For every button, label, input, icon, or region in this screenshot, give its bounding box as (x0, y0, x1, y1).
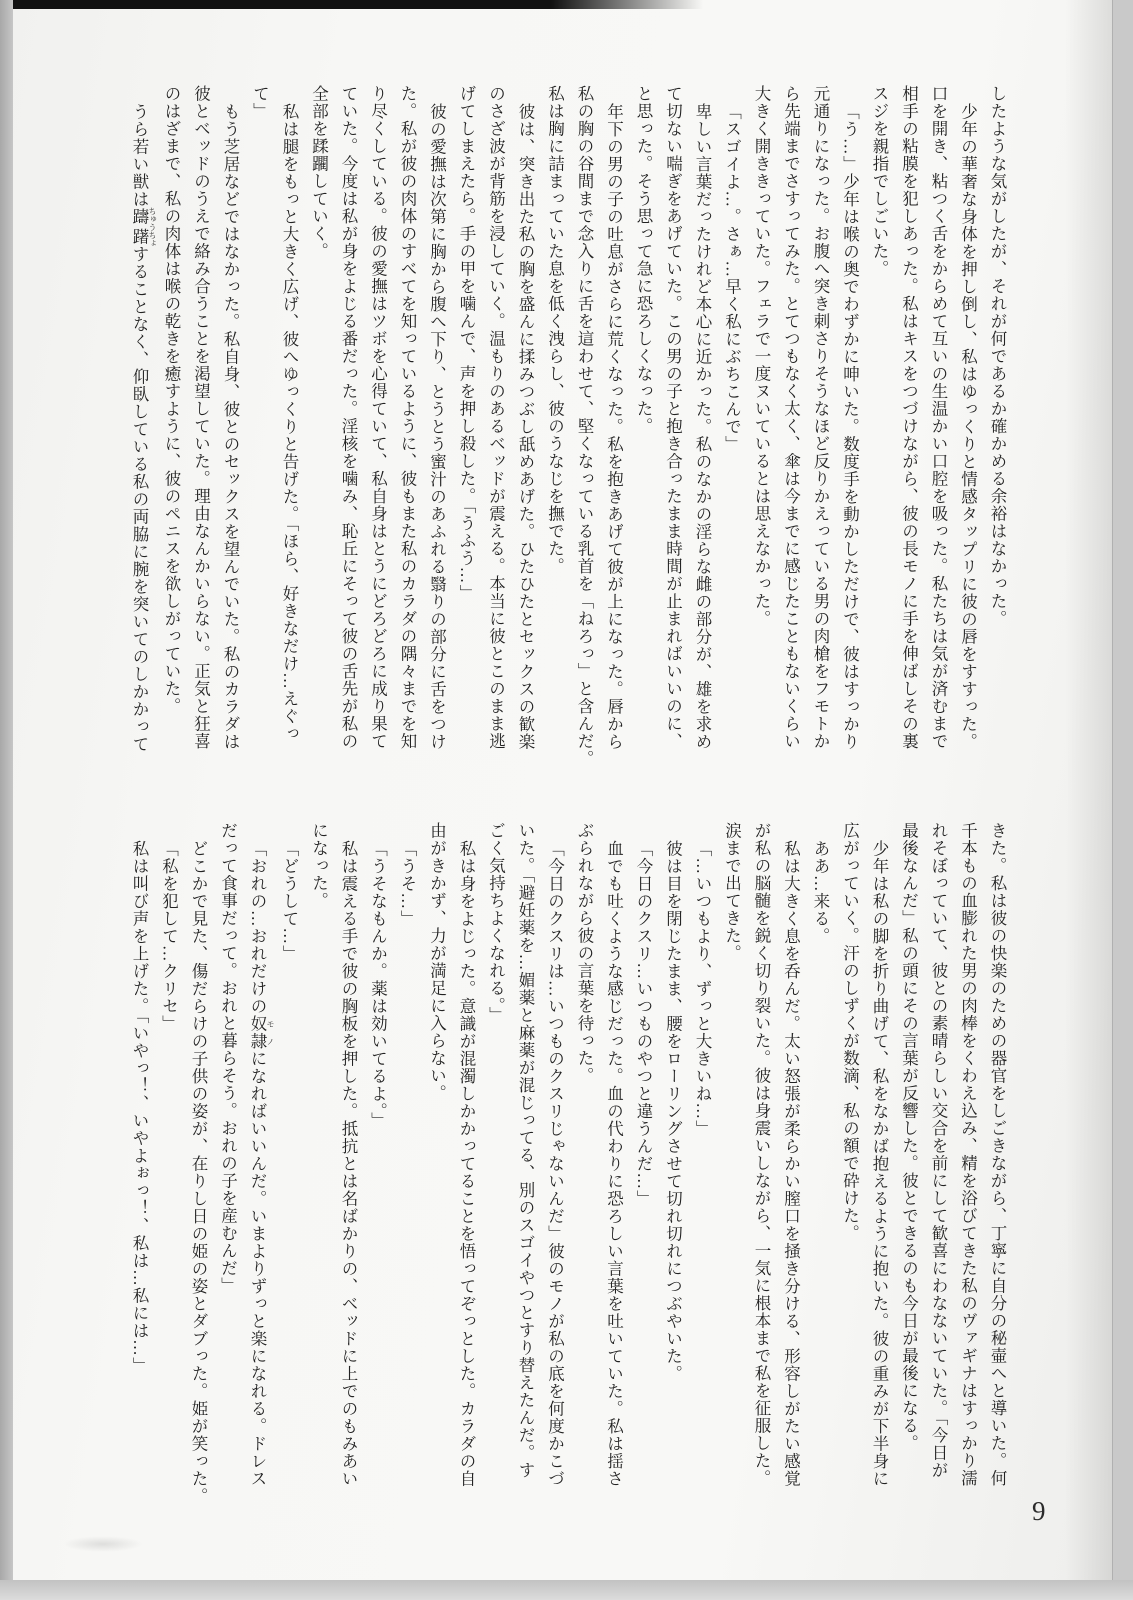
text-column: 「…いつもより、ずっと大きいね…」 (693, 839, 712, 1137)
text-column: のはざまで、私の肉体は喉の乾きを癒すように、彼のペニスを欲しがっていた。 (162, 85, 181, 715)
text-column: 「うそ…」 (398, 839, 417, 927)
text-column: 私は震える手で彼の胸板を押した。抵抗とは名ばかりの、ベッドに上でのもみあい (339, 839, 358, 1487)
text-column: げてしまえたら。手の甲を噛んで、声を押し殺した。「うふう…」 (457, 85, 476, 602)
text-column: 相手の粘膜を犯しあった。私はキスをつづけながら、彼の長モノに手を伸ばしその裏 (899, 85, 919, 750)
text-column: 千本もの血膨れた男の肉棒をくわえ込み、精を浴びてきた私のヴァギナはすっかり濡 (958, 822, 978, 1487)
text-column: もう芝居などではなかった。私自身、彼とのセックスを望んでいた。私のカラダは (221, 102, 240, 750)
text-column: れそぼっていて、彼との素晴らしい交合を前にして歓喜にわなないていた。「今日が (929, 822, 948, 1479)
scan-edge-left (0, 0, 13, 1600)
text-column: 私の胸の谷間まで念入りに舌を這わせて、堅くなっている乳首を「ねろっ」と含んだ。 (575, 85, 594, 768)
text-column: た。私が彼の肉体のすべてを知っているように、彼もまた私のカラダの隅々までを知 (398, 85, 417, 750)
text-column: 彼とベッドのうえで絡み合うことを渇望していた。理由なんかいらない。正気と狂喜 (191, 85, 211, 750)
text-column: 私は胸に詰まっていた息を低く洩らし、彼のうなじを撫でた。 (545, 85, 565, 575)
text-column: きた。私は彼の快楽のための器官をしごきながら、丁寧に自分の秘壷へと導いた。何 (988, 822, 1007, 1487)
text-column: 彼は、突き出た私の胸を盛んに揉みつぶし舐めあげた。ひたひたとセックスの歓楽 (516, 102, 535, 750)
text-column: 彼の愛撫は次第に胸から腹へ下り、とうとう蜜汁のあふれる翳りの部分に舌をつけ (427, 102, 447, 750)
page-number: 9 (1032, 1496, 1046, 1526)
text-column: と思った。そう思って急に恐ろしくなった。 (634, 85, 653, 435)
bottom-text-block (125, 822, 1013, 1505)
text-column: になった。 (309, 822, 329, 910)
text-column: が私の脳髄を鋭く切り裂いた。彼は身震いしながら、一気に根本まで私を征服した。 (752, 822, 771, 1487)
furigana-ruby: 奴隷 モノ (248, 1014, 275, 1050)
page-curl-shadow (1065, 0, 1113, 1580)
text-column: 「スゴイよ…。さぁ…早く私にぶちこんで」 (722, 102, 742, 453)
text-column: ごく気持ちよくなれる。」 (486, 822, 506, 1024)
furigana-ruby: 躊躇 ちゅうちょ (130, 206, 157, 247)
text-column: どこかで見た、傷だらけの子供の姿が、在りし日の姫の姿とダブった。姫が笑った。 (189, 839, 208, 1505)
text-column: ああ…来る。 (811, 839, 830, 945)
text-column: 私は叫び声を上げた。「いやっ！、いやよぉっ！、私は…私には…」 (130, 839, 149, 1374)
text-column: 元通りになった。お腹へ突き刺さりそうなほど反りかえっている男の肉槍をフモトか (811, 85, 830, 750)
text-column: 大きく開ききっていた。フェラで一度ヌいているとは思えなかった。 (752, 85, 771, 628)
text-column: したような気がしたが、それが何であるか確かめる余裕はなかった。 (988, 85, 1007, 628)
ink-smudge (63, 1536, 143, 1552)
text-column: 由がきかず、力が満足に入らない。 (427, 822, 447, 1102)
text-column: て切ない喘ぎをあげていた。この男の子と抱き合ったまま時間が止まればいいのに、 (663, 85, 683, 750)
text-column: 私は腿をもっと大きく広げ、彼へゆっくりと告げた。「ほら、好きなだけ…えぐっ (280, 102, 299, 742)
text-column: り尽くしている。彼の愛撫はツボを心得ていて、私自身はとうにどろどろに成り果て (368, 85, 388, 750)
text-column: 涙まで出てきた。 (722, 822, 742, 962)
text-column: 年下の男の子の吐息がさらに荒くなった。私を抱きあげて彼が上になった。唇から (604, 102, 624, 750)
text-column: いた。「避妊薬を…媚薬と麻薬が混じってる、別のスゴイやつとすり替えたんだ。す (516, 822, 535, 1479)
text-column: のさざ波が背筋を浸していく。温もりのあるベッドが震える。本当に彼とこのまま逃 (486, 85, 506, 750)
text-column: ていた。今度は私が身をよじる番だった。淫核を噛み、恥丘にそって彼の舌先が私の (339, 85, 358, 750)
text-column: 血でも吐くような感じだった。血の代わりに恐ろしい言葉を吐いていた。私は揺さ (604, 839, 624, 1487)
text-column: 「うそなもんか。薬は効いてるよ。」 (368, 839, 388, 1129)
scan-edge-right (1112, 0, 1133, 1600)
text-column: 「私を犯して…クリセ」 (159, 839, 179, 1032)
text-column: 最後なんだ」私の頭にその言葉が反響した。彼とできるのも今日が最後になる。 (899, 822, 919, 1452)
text-column: 少年は私の脚を折り曲げて、私をなかば抱えるように抱いた。彼の重みが下半身に (870, 839, 889, 1487)
text-column: 「どうして…」 (280, 839, 299, 962)
text-column: 口を開き、粘つく舌をからめて互いの生温かい口腔を吸った。私たちは気が済むまで (929, 85, 948, 750)
text-column: て」 (250, 85, 270, 120)
text-column: 私は身をよじった。意識が混濁しかかってることを悟ってぞっとした。カラダの自 (457, 839, 476, 1487)
scan-edge-bottom (0, 1580, 1133, 1600)
scan-page (13, 0, 1113, 1580)
top-text-block (125, 85, 1013, 768)
text-column: 少年の華奢な身体を押し倒し、私はゆっくりと情感タップリに彼の唇をすすった。 (958, 102, 978, 750)
text-column: 広がっていく。汗のしずくが数滴、私の額で砕けた。 (840, 822, 860, 1242)
text-column: 卑しい言葉だったけれど本心に近かった。私のなかの淫らな雌の部分が、雄を求め (693, 102, 712, 750)
text-column: 「おれの…おれだけの奴隷 モノになればいいんだ。いまよりずっと楽になれる。ドレス (248, 839, 275, 1487)
text-column: うら若い獣は躊躇 ちゅうちょすることなく、仰臥している私の両脇に腕を突いてのしかかって (130, 102, 157, 753)
text-column: 私は大きく息を呑んだ。太い怒張が柔らかい膣口を掻き分ける、形容しがたい感覚 (781, 839, 801, 1487)
text-column: ら先端までさすってみた。とてつもなく太く、傘は今までに感じたこともないくらい (781, 85, 801, 750)
text-column: 「今日のクスリ…いつものやつと違うんだ…」 (634, 839, 653, 1207)
text-column: 彼は目を閉じたまま、腰をローリングさせて切れ切れにつぶやいた。 (663, 839, 683, 1382)
text-column: 「う…」少年は喉の奥でわずかに呻いた。数度手を動かしただけで、彼はすっかり (840, 102, 860, 750)
scan-edge-top (13, 0, 703, 9)
text-column: 「今日のクスリは…いつものクスリじゃないんだ」彼のモノが私の底を何度かこづ (545, 839, 565, 1487)
text-column: だって食事だって。おれと暮らそう。おれの子を産むんだ」 (218, 822, 238, 1295)
text-column: ぶられながら彼の言葉を待った。 (575, 822, 594, 1085)
text-column: スジを親指でしごいた。 (870, 85, 889, 278)
text-column: 全部を蹂躙していく。 (309, 85, 329, 260)
